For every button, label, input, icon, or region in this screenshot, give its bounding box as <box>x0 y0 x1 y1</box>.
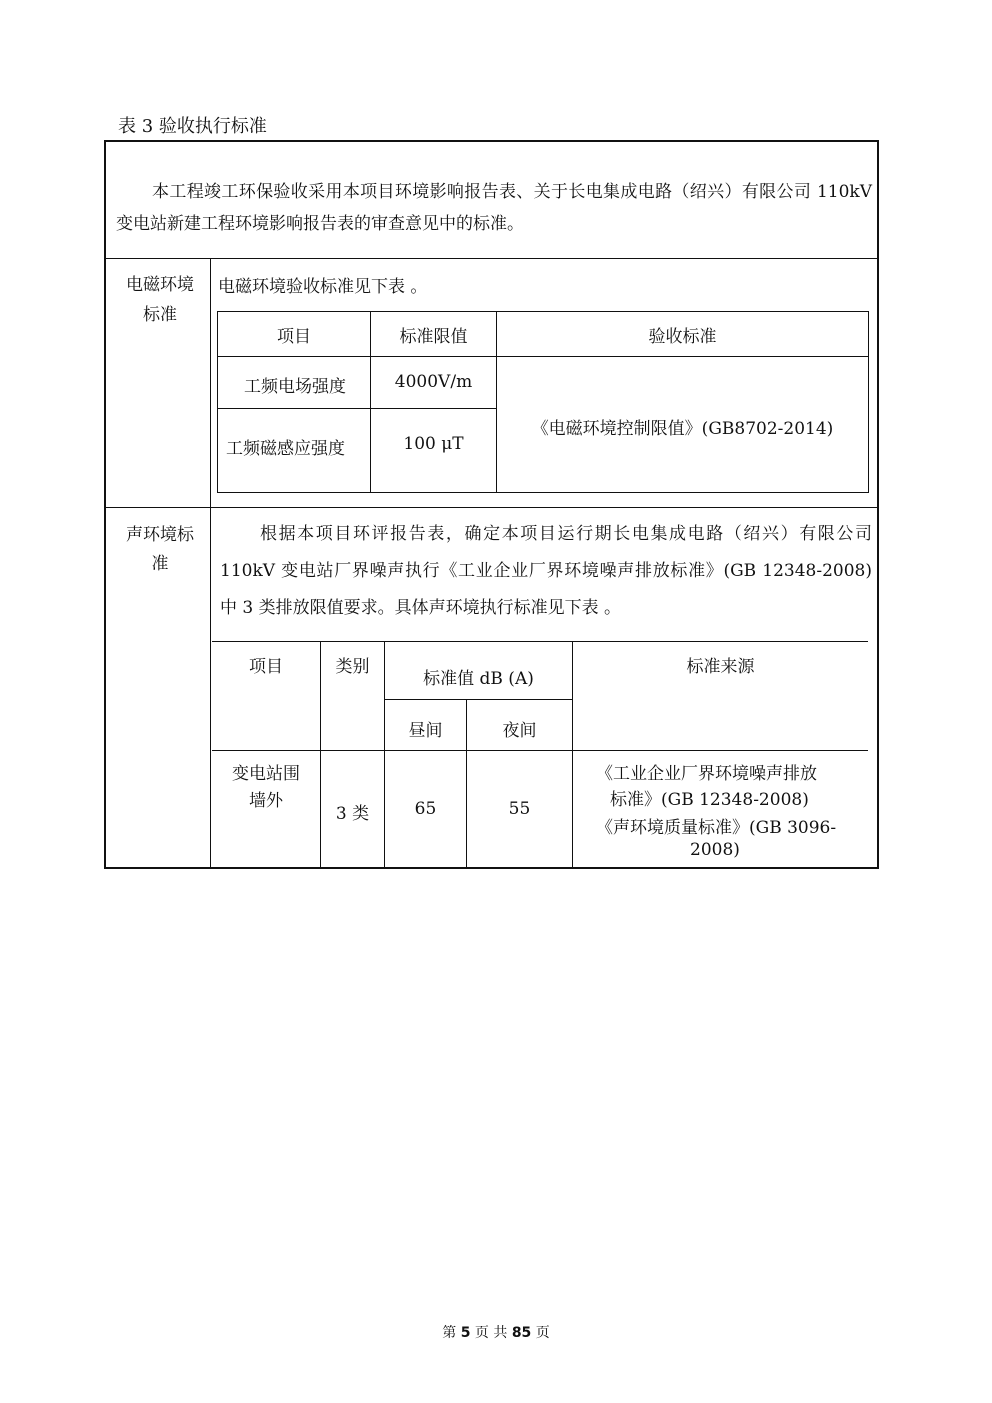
em-section-label-line1: 电磁环境 <box>126 275 194 295</box>
footer-total-pages: 85 <box>511 1325 532 1341</box>
noise-header-item: 项目 <box>249 657 283 677</box>
section-divider-1 <box>105 258 878 259</box>
footer-prefix: 第 <box>442 1325 457 1341</box>
intro-paragraph: 本工程竣工环保验收采用本项目环境影响报告表、关于长电集成电路（绍兴）有限公司 110kV 变电站新建工程环境影响报告表的审查意见中的标准。 <box>116 182 872 234</box>
noise-row-day: 65 <box>414 799 437 819</box>
page-footer <box>0 1322 992 1342</box>
noise-row-item-line1: 变电站围 <box>232 764 300 784</box>
em-section-lead: 电磁环境验收标准见下表 。 <box>218 277 428 297</box>
noise-header-day: 昼间 <box>408 721 443 741</box>
em-row-item: 工频磁感应强度 <box>226 439 345 459</box>
em-header-item: 项目 <box>277 327 311 347</box>
noise-header-standard-value: 标准值 dB (A) <box>423 669 534 689</box>
em-section-label-line2: 标准 <box>143 305 177 325</box>
noise-row-source-line4: 2008) <box>690 840 740 860</box>
noise-paragraph: 根据本项目环评报告表，确定本项目运行期长电集成电路（绍兴）有限公司 110kV 变电站厂界噪声执行《工业企业厂界环境噪声排放标准》(GB 12348-2008) 中 3 类排放限值要求。具体声环境执行标准见下表 。 <box>220 524 872 618</box>
em-row-limit: 100 μT <box>403 434 464 454</box>
noise-row-category: 3 类 <box>335 804 370 824</box>
footer-middle: 页 共 <box>474 1325 508 1341</box>
noise-row-source-line2: 标准》(GB 12348-2008) <box>610 790 809 810</box>
label-column-divider-em <box>210 258 211 508</box>
noise-row-source-line1: 《工业企业厂界环境噪声排放 <box>596 764 817 784</box>
footer-page-number: 5 <box>460 1325 471 1341</box>
noise-header-night: 夜间 <box>502 721 537 741</box>
em-standard-source: 《电磁环境控制限值》(GB8702-2014) <box>531 419 834 439</box>
noise-header-category: 类别 <box>335 657 370 677</box>
em-row-limit: 4000V/m <box>394 372 473 392</box>
table-caption: 表 3 验收执行标准 <box>118 116 267 137</box>
noise-row-item-line2: 墙外 <box>249 791 283 811</box>
noise-section-label-line1: 声环境标 <box>126 525 194 545</box>
noise-header-source: 标准来源 <box>686 657 755 677</box>
section-divider-2 <box>105 507 878 508</box>
noise-section-label-line2: 准 <box>151 554 169 574</box>
footer-suffix: 页 <box>535 1325 550 1341</box>
em-header-standard: 验收标准 <box>648 327 717 347</box>
noise-row-night: 55 <box>508 799 531 819</box>
em-header-limit: 标准限值 <box>399 327 468 347</box>
em-row-item: 工频电场强度 <box>244 377 346 397</box>
label-column-divider-noise <box>210 507 211 868</box>
noise-row-source-line3: 《声环境质量标准》(GB 3096- <box>596 818 837 838</box>
